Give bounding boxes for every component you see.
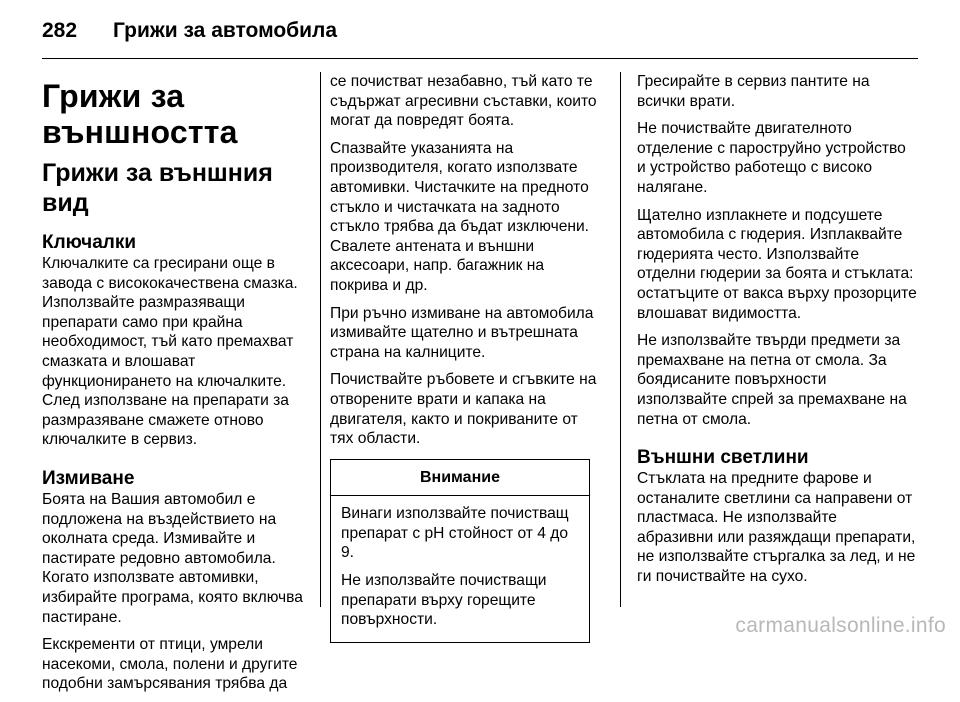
column-divider	[320, 72, 321, 607]
notice-paragraph: Не използвайте почистващи препарати върху горещите повърхности.	[341, 572, 547, 629]
paragraph: Не почиствайте двигателното отделение с пароструйно устройство и устройство работещо с високо налягане.	[637, 120, 906, 196]
lights-paragraph: Стъклата на предните фарове и останалите светлини са направени от пластмаса. Не използвайте абразивни или разяждащи препарати, не използвайте стъргалка за лед, и не ги почиствайте на сухо.	[637, 470, 916, 586]
wash-paragraph: Боята на Вашия автомобил е подложена на въздействието на околната среда. Измивайте и пастирате редовно автомобила. Когато използвате автомивки, избирайте програма, която включва пастиране.	[42, 490, 303, 626]
page-number: 282	[42, 19, 78, 42]
header-rule	[42, 58, 918, 59]
paragraph: се почистват незабавно, тъй като те съдържат агресивни съставки, които могат да повредят боята.	[330, 73, 597, 130]
wash-heading: Измиване	[42, 467, 135, 489]
wash-paragraph: Екскременти от птици, умрели насекоми, смола, полени и другите подобни замърсявания трябва да	[42, 636, 298, 693]
watermark: carmanualsonline.info	[735, 614, 946, 637]
subsection-title: Грижи за външния вид	[42, 159, 273, 217]
locks-paragraph: Ключалките са гресирани още в завода с висококачествена смазка. Използвайте размразяващи препарати само при крайна необходимост, тъй като премахват смазката и влошават функционирането на ключалките. След използване на препарати за размразяване смажете отново ключалките в сервиз.	[42, 255, 298, 449]
locks-heading: Ключалки	[42, 232, 137, 253]
paragraph: Почиствайте ръбовете и сгъвките на отворените врати и капака на двигателя, както и покриваните от тях области.	[330, 371, 597, 448]
paragraph: Щателно изплакнете и подсушете автомобила с гюдерия. Изплаквайте гюдерията често. Използвайте отделни гюдерии за боята и стъклата: остатъците от вакса върху прозорците влошават видимостта.	[637, 206, 917, 322]
paragraph: Гресирайте в сервиз пантите на всички врати.	[637, 73, 870, 110]
notice-box	[330, 459, 590, 643]
notice-title: Внимание	[331, 460, 589, 497]
column-1	[42, 72, 312, 702]
lights-heading: Външни светлини	[637, 447, 809, 469]
notice-body	[331, 496, 589, 642]
column-3	[637, 72, 917, 595]
paragraph: При ръчно измиване на автомобила измивайте щателно и вътрешната страна на калниците.	[330, 304, 594, 361]
notice-paragraph: Винаги използвайте почистващ препарат с pH стойност от 4 до 9.	[341, 505, 569, 562]
column-2	[330, 72, 605, 643]
running-title: Грижи за автомобила	[113, 19, 338, 42]
paragraph: Спазвайте указанията на производителя, когато използвате автомивки. Чистачките на предното стъкло и чистачката на задното стъкло трябва да бъдат изключени. Свалете антената и външни аксесоари, напр. багажник на покрива и др.	[330, 139, 590, 294]
column-divider	[620, 72, 621, 607]
page-header	[42, 14, 337, 48]
section-title: Грижи за външността	[42, 78, 238, 150]
paragraph: Не използвайте твърди предмети за премахване на петна от смола. За боядисаните повърхности използвайте спрей за премахване на петна от смола.	[637, 332, 907, 428]
